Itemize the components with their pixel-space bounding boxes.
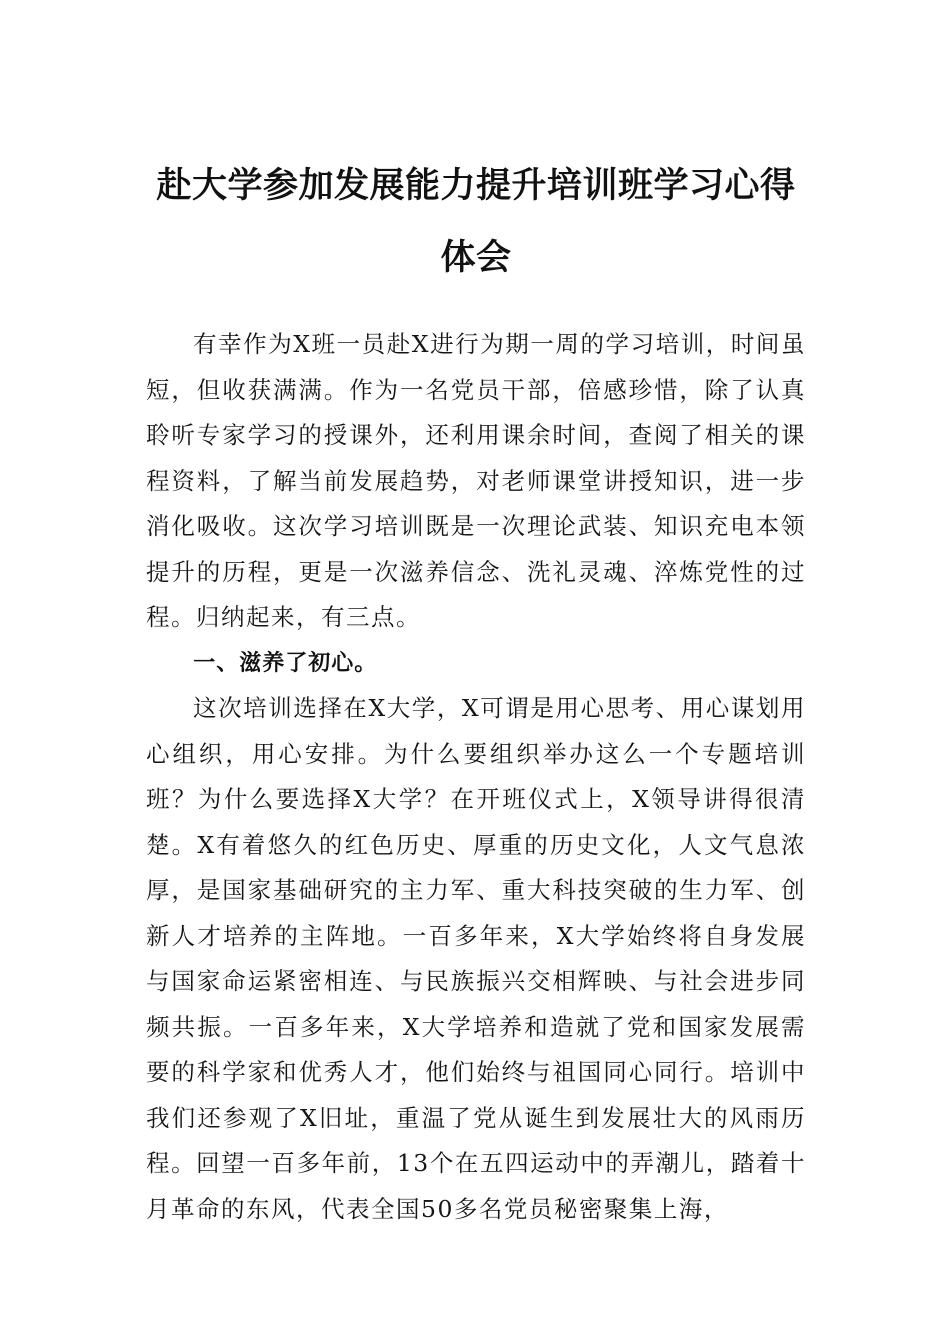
section-heading-1: 一、滋养了初心。 [193, 650, 378, 676]
document-page [146, 150, 806, 1232]
section-1-paragraph: 这次培训选择在X大学，X可谓是用心思考、用心谋划用心组织，用心安排。为什么要组织举办这么一个专题培训班？为什么要选择X大学？在开班仪式上，X领导讲得很清楚。X有着悠久的红色历史、厚重的历史文化，人文气息浓厚，是国家基础研究的主力军、重大科技突破的生力军、创新人才培养的主阵地。一百多年来，X大学始终将自身发展与国家命运紧密相连、与民族振兴交相辉映、与社会进步同频共振。一百多年来，X大学培养和造就了党和国家发展需要的科学家和优秀人才，他们始终与祖国同心同行。培训中我们还参观了X旧址，重温了党从诞生到发展壮大的风雨历程。回望一百多年前，13个在五四运动中的弄潮儿，踏着十月革命的东风，代表全国50多名党员秘密聚集上海， [146, 694, 806, 1223]
intro-paragraph: 有幸作为X班一员赴X进行为期一周的学习培训，时间虽短，但收获满满。作为一名党员干部，倍感珍惜，除了认真聆听专家学习的授课外，还利用课余时间，查阅了相关的课程资料，了解当前发展趋势，对老师课堂讲授知识，进一步消化吸收。这次学习培训既是一次理论武装、知识充电本领提升的历程，更是一次滋养信念、洗礼灵魂、淬炼党性的过程。归纳起来，有三点。 [146, 330, 806, 631]
document-body [146, 322, 806, 1232]
document-title: 赴大学参加发展能力提升培训班学习心得体会 [156, 166, 796, 278]
